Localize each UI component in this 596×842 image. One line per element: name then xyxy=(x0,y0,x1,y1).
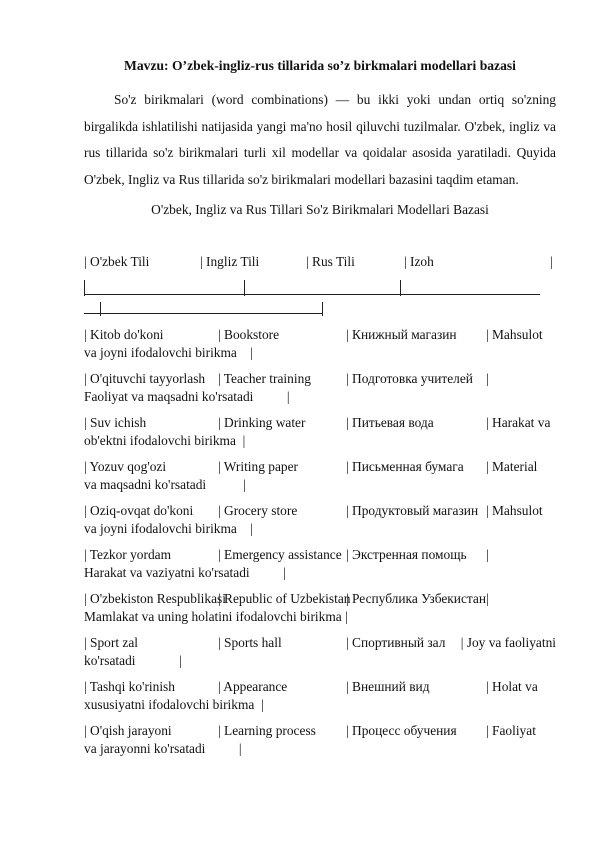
document-page xyxy=(84,58,556,758)
table-header-row xyxy=(84,254,556,272)
cell-note: | xyxy=(486,591,489,606)
cell-note: | xyxy=(486,547,489,562)
cell-russian: | Подготовка учителей xyxy=(346,371,473,386)
document-title: Mavzu: O’zbek-ingliz-rus tillarida so’z birkmalari modellari bazasi xyxy=(124,58,516,73)
cell-uzbek: | Suv ichish xyxy=(84,415,147,430)
cell-note: | Holat va xyxy=(486,679,538,694)
cell-note: | Joy va faoliyatni xyxy=(460,635,556,650)
cell-uzbek: | Sport zal xyxy=(84,635,139,650)
cell-english: | Emergency assistance xyxy=(218,547,342,562)
header-end-pipe: | xyxy=(550,254,553,269)
cell-note: | Material xyxy=(486,459,538,474)
header-russian: | Rus Tili xyxy=(306,254,355,269)
table-row xyxy=(84,370,556,406)
cell-uzbek: | Kitob do'koni xyxy=(84,327,164,342)
cell-russian: | Процесс обучения xyxy=(346,723,457,738)
cell-russian: | Спортивный зал xyxy=(346,635,446,650)
table-row xyxy=(84,414,556,450)
cell-note: | Harakat va xyxy=(486,415,551,430)
cell-russian: | Республика Узбекистан xyxy=(346,591,487,606)
cell-note-continued: va jarayonni ko'rsatadi | xyxy=(84,741,242,756)
cell-note-continued: Faoliyat va maqsadni ko'rsatadi | xyxy=(84,389,290,404)
cell-english: | Bookstore xyxy=(218,327,280,342)
cell-note: | Mahsulot xyxy=(486,503,543,518)
cell-english: | Teacher training xyxy=(218,371,311,386)
cell-english: | Sports hall xyxy=(218,635,282,650)
cell-russian: | Книжный магазин xyxy=(346,327,457,342)
cell-english: | Appearance xyxy=(218,679,288,694)
cell-note-continued: va maqsadni ko'rsatadi | xyxy=(84,477,246,492)
cell-note-continued: ko'rsatadi | xyxy=(84,653,182,668)
cell-uzbek: | O'qish jarayoni xyxy=(84,723,172,738)
table-row xyxy=(84,590,556,626)
cell-uzbek: | Oziq-ovqat do'koni xyxy=(84,503,194,518)
table-row xyxy=(84,326,556,362)
header-note: | Izoh xyxy=(404,254,434,269)
text-table xyxy=(84,254,556,758)
cell-russian: | Питьевая вода xyxy=(346,415,434,430)
cell-uzbek: | O'qituvchi tayyorlash xyxy=(84,371,206,386)
cell-uzbek: | Tashqi ko'rinish xyxy=(84,679,175,694)
cell-russian: | Экстренная помощь xyxy=(346,547,467,562)
cell-russian: | Продуктовый магазин xyxy=(346,503,479,518)
cell-note-continued: ob'ektni ifodalovchi birikma | xyxy=(84,433,246,448)
cell-english: | Grocery store xyxy=(218,503,298,518)
cell-russian: | Внешний вид xyxy=(346,679,430,694)
cell-note-continued: va joyni ifodalovchi birikma | xyxy=(84,521,253,536)
cell-uzbek: | O'zbekiston Respublikasi xyxy=(84,591,226,606)
table-row xyxy=(84,722,556,758)
cell-english: | Writing paper xyxy=(218,459,298,474)
cell-russian: | Письменная бумага xyxy=(346,459,464,474)
cell-note-continued: va joyni ifodalovchi birikma | xyxy=(84,345,253,360)
cell-note-continued: Mamlakat va uning holatini ifodalovchi birikma | xyxy=(84,609,348,624)
cell-uzbek: | Yozuv qog'ozi xyxy=(84,459,167,474)
table-row xyxy=(84,678,556,714)
table-row xyxy=(84,546,556,582)
table-separator xyxy=(84,278,556,318)
table-row xyxy=(84,458,556,494)
cell-english: | Drinking water xyxy=(218,415,306,430)
table-body xyxy=(84,326,556,758)
cell-note: | Mahsulot xyxy=(486,327,543,342)
table-row xyxy=(84,502,556,538)
cell-note-continued: xususiyatni ifodalovchi birikma | xyxy=(84,697,264,712)
intro-paragraph: So'z birikmalari (word combinations) — bu ikki yoki undan ortiq so'zning birgalikda ishlatilishi natijasida yangi ma'no hosil qiluvchi tuzilmalar. O'zbek, ingliz va rus tillarida so'z birikmalari turli xil modellar va qoidalar asosida yaratiladi. Quyida O'zbek, Ingliz va Rus tillarida so'z birikmalari modellari bazasini taqdim etaman. xyxy=(84,92,556,187)
cell-uzbek: | Tezkor yordam xyxy=(84,547,172,562)
cell-note: | xyxy=(486,371,489,386)
header-english: | Ingliz Tili xyxy=(200,254,260,269)
table-subtitle: O'zbek, Ingliz va Rus Tillari So'z Birikmalari Modellari Bazasi xyxy=(151,202,489,217)
cell-note: | Faoliyat xyxy=(486,723,536,738)
cell-english: | Republic of Uzbekistan xyxy=(218,591,351,606)
cell-note-continued: Harakat va vaziyatni ko'rsatadi | xyxy=(84,565,286,580)
table-row xyxy=(84,634,556,670)
cell-english: | Learning process xyxy=(218,723,316,738)
header-uzbek: | O'zbek Tili xyxy=(84,254,150,269)
